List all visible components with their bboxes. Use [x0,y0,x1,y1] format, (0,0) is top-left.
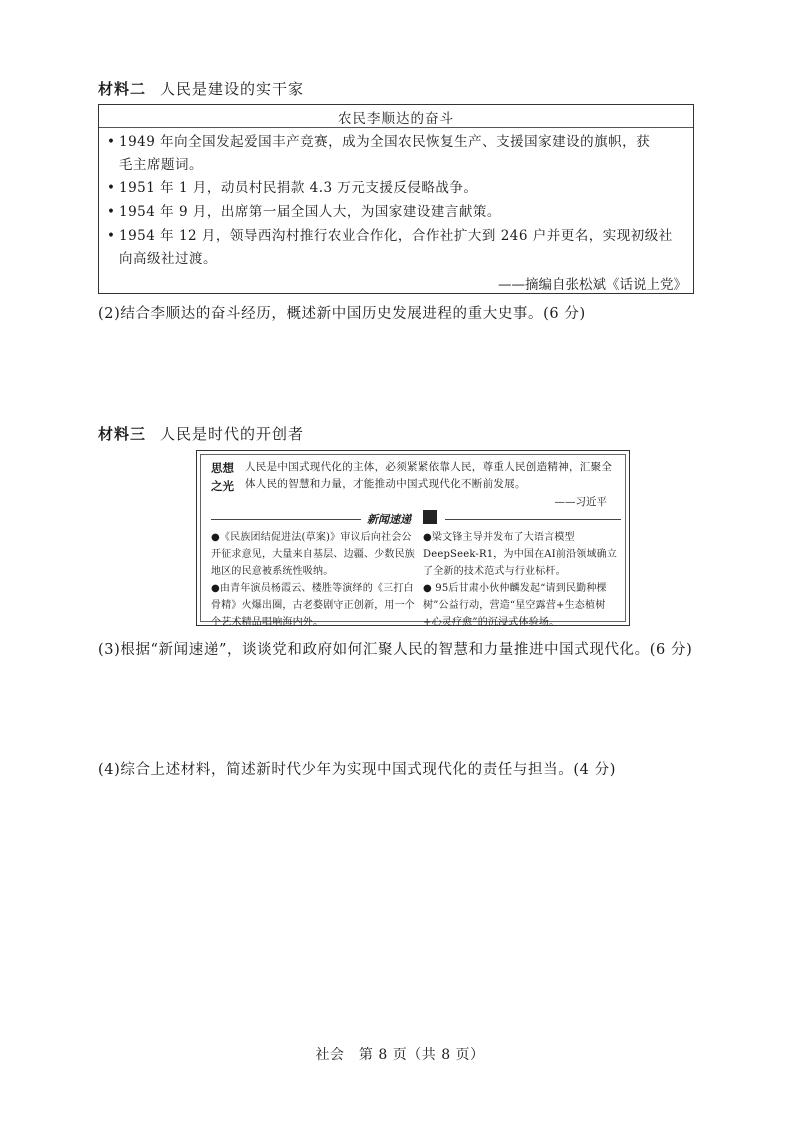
news-title: 新闻速递 [367,513,411,526]
news-column-left [211,529,415,631]
material-2-box-title: 农民李顺达的奋斗 [338,111,454,127]
material-2-subtitle: 人民是建设的实干家 [160,80,305,98]
material-3-inner-frame [200,454,626,628]
news-item: ●由青年演员杨霞云、楼胜等演绎的《三打白骨精》火爆出圈，古老婺剧守正创新，用一个个艺术精品唱响海内外。 [211,583,415,628]
news-item: ●梁文锋主导并发布了大语言模型DeepSeek-R1，为中国在AI前沿领域确立了全新的技术范式与行业标杆。 [423,532,618,577]
material-2-source: ——摘编自张松斌《话说上党》 [498,277,687,293]
news-column-right [423,529,619,631]
news-logo-icon [423,510,437,524]
news-item: ●《民族团结促进法(草案)》审议后向社会公开征求意见，大量来自基层、边疆、少数民族地区的民意被系统性吸纳。 [211,532,415,577]
news-item: ● 95后甘肃小伙仲麟发起“请到民勤种棵树”公益行动，营造“星空露营+生态植树+心灵疗愈”的沉浸式体验场。 [423,583,607,628]
list-item-text: 1954 年 12 月，领导西沟村推行农业合作化，合作社扩大到 246 户并更名，实现初级社 [119,228,673,244]
news-divider-left [211,519,361,520]
news-divider-right [445,519,621,520]
question-3: (3)根据“新闻速递”，谈谈党和政府如何汇聚人民的智慧和力量推进中国式现代化。(6 分) [98,642,693,658]
material-3-heading [98,423,304,444]
material-3-subtitle: 人民是时代的开创者 [160,425,305,443]
thought-label: 思想之光 [211,461,234,493]
list-item: • 1951 年 1 月，动员村民捐款 4.3 万元支援反侵略战争。 [107,180,478,196]
list-item-text-continued: 向高级社过渡。 [119,251,217,267]
list-item-text-continued: 毛主席题词。 [119,157,203,173]
material-2-heading [98,78,304,99]
list-item: • 1949 年向全国发起爱国丰产竞赛，成为全国农民恢复生产、支援国家建设的旗帜，获 毛主席题词。 [107,131,687,177]
list-item: • 1954 年 12 月，领导西沟村推行农业合作化，合作社扩大到 246 户并更名，实现初级社 向高级社过渡。 [107,225,687,271]
list-item: • 1954 年 9 月，出席第一届全国人大，为国家建设建言献策。 [107,204,501,220]
thought-author: ——习近平 [554,496,607,508]
box-title-divider [99,127,693,128]
list-item-text: 1954 年 9 月，出席第一届全国人大，为国家建设建言献策。 [119,204,501,220]
question-4: (4)综合上述材料，简述新时代少年为实现中国式现代化的责任与担当。(4 分) [98,762,616,778]
list-item-text: 1949 年向全国发起爱国丰产竞赛，成为全国农民恢复生产、支援国家建设的旗帜，获 [119,134,651,150]
question-2: (2)结合李顺达的奋斗经历，概述新中国历史发展进程的重大史事。(6 分) [98,306,586,322]
thought-quote: 人民是中国式现代化的主体，必须紧紧依靠人民，尊重人民创造精神，汇聚全体人民的智慧和力量，才能推动中国式现代化不断前发展。 [245,461,613,490]
page-footer: 社会 第 8 页（共 8 页） [315,1047,485,1063]
material-2-label: 材料二 [98,80,147,98]
material-3-box [196,450,630,626]
material-3-label: 材料三 [98,425,147,443]
material-2-box [98,104,694,294]
list-item-text: 1951 年 1 月，动员村民捐款 4.3 万元支援反侵略战争。 [119,180,478,196]
